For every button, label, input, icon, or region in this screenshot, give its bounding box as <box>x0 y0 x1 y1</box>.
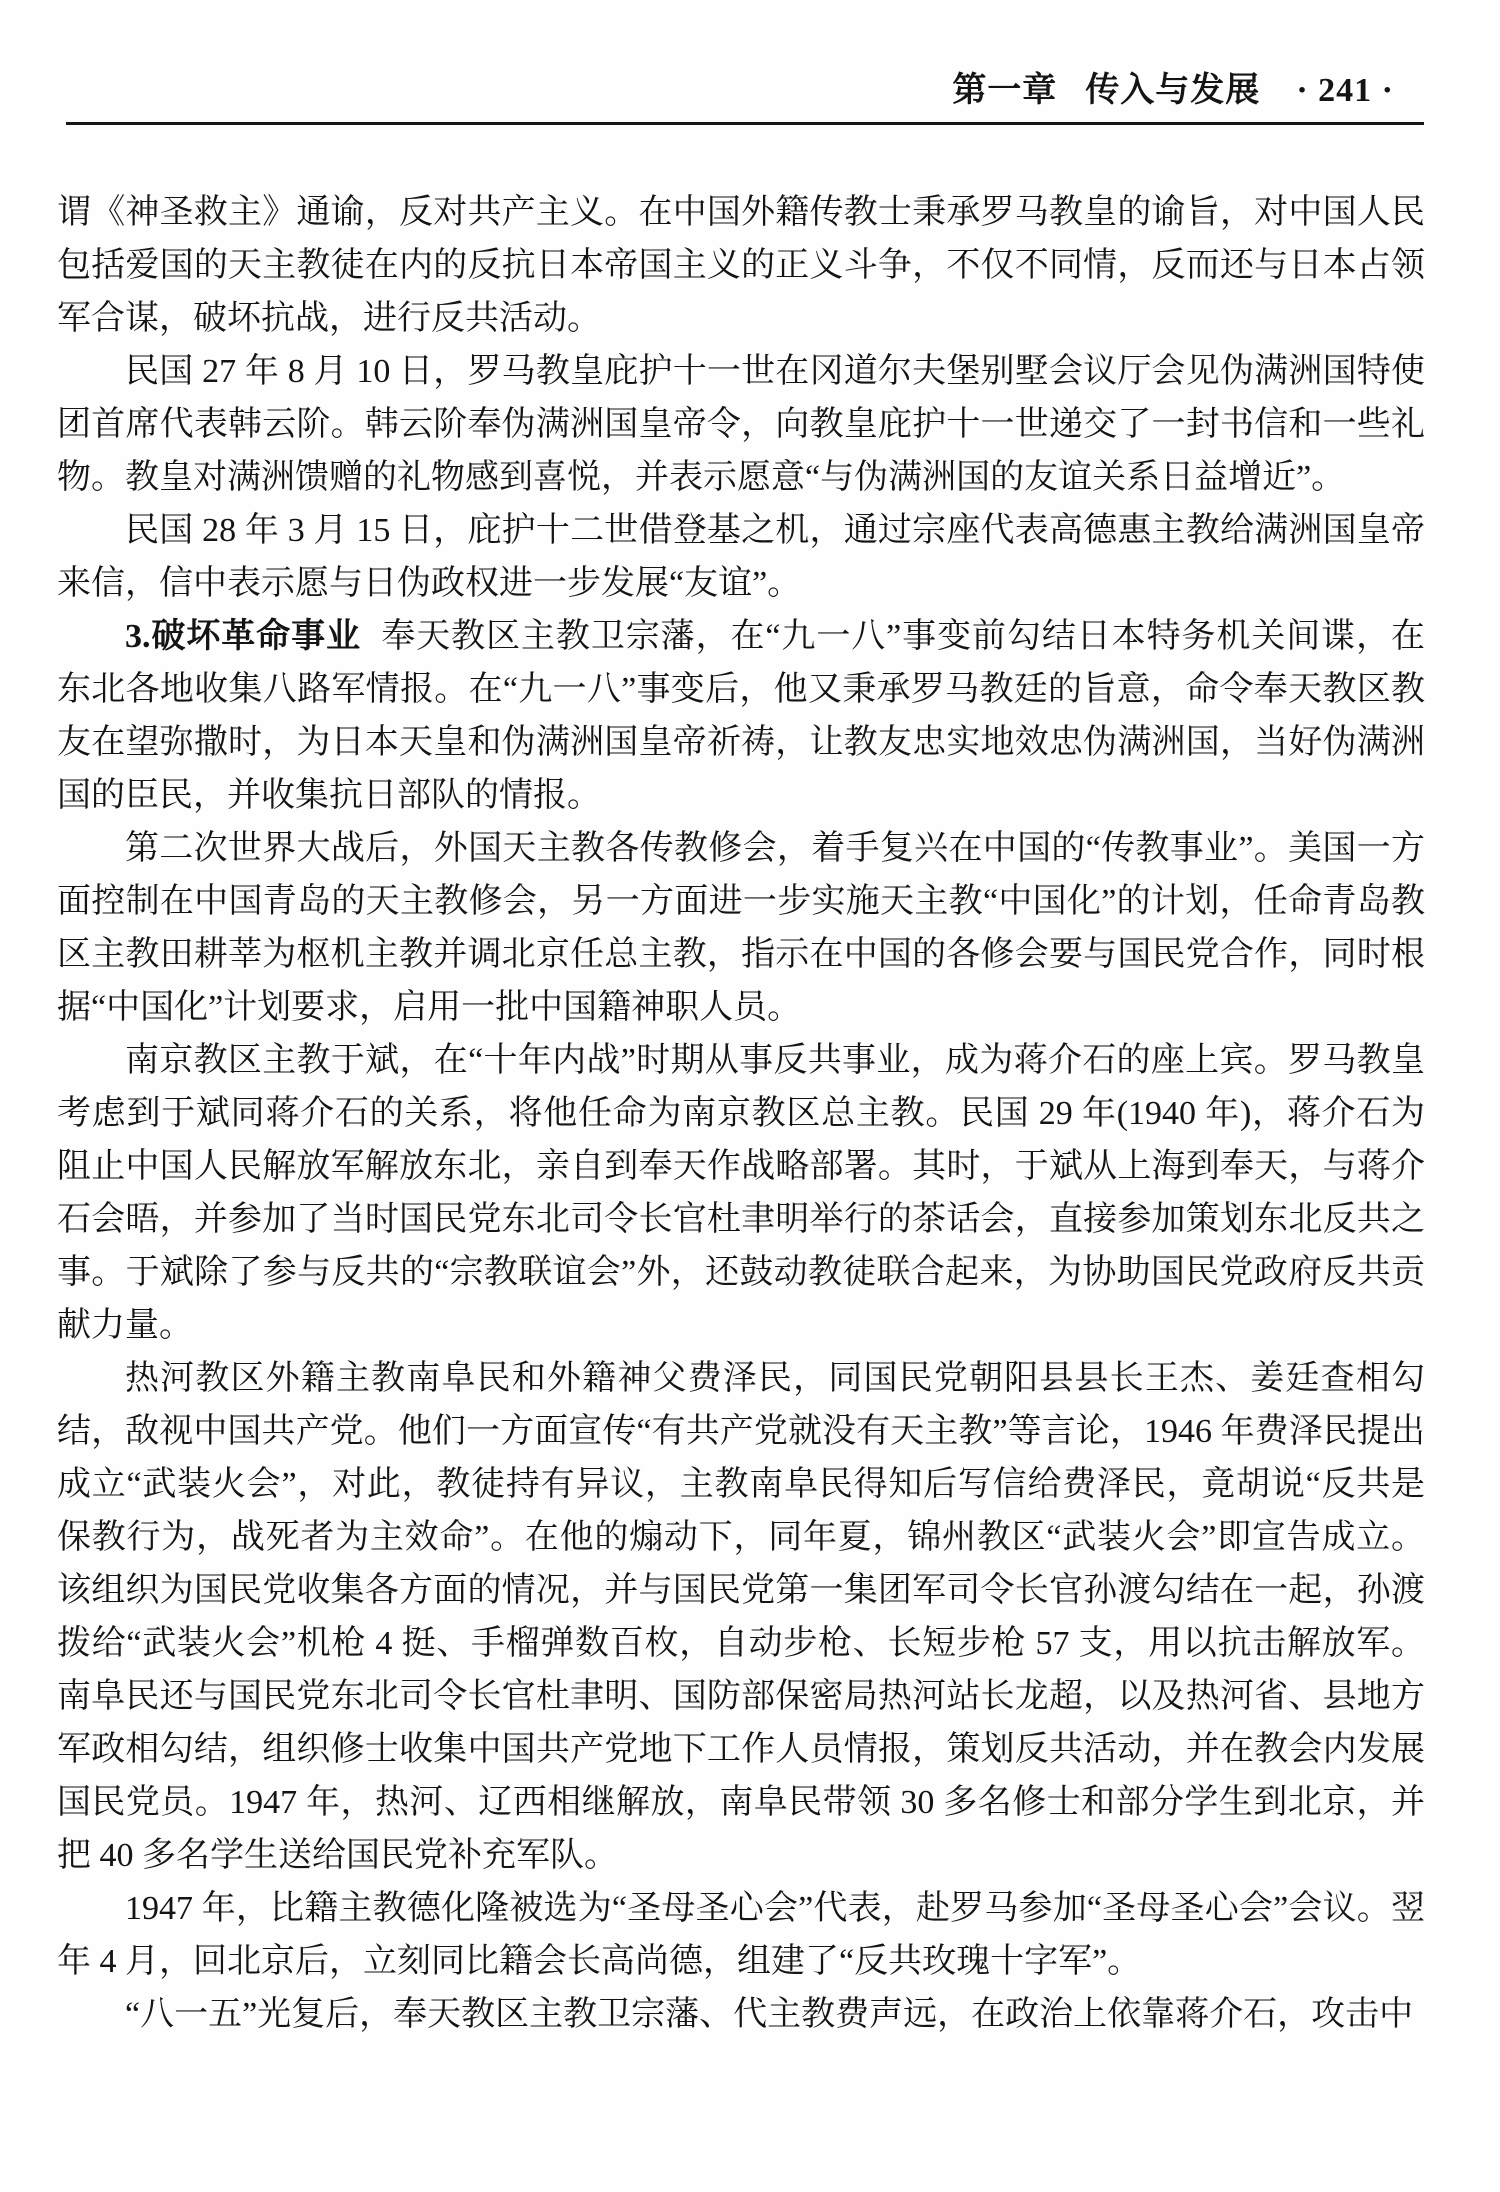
paragraph: 第二次世界大战后，外国天主教各传教修会，着手复兴在中国的“传教事业”。美国一方面控制在中国青岛的天主教修会，另一方面进一步实施天主教“中国化”的计划，任命青岛教区主教田耕莘为枢机主教并调北京任总主教，指示在中国的各修会要与国民党合作，同时根据“中国化”计划要求，启用一批中国籍神职人员。 <box>57 830 1425 1026</box>
paragraph: 热河教区外籍主教南阜民和外籍神父费泽民，同国民党朝阳县县长王杰、姜廷查相勾结，敌视中国共产党。他们一方面宣传“有共产党就没有天主教”等言论，1946 年费泽民提出成立“武装火会”，对此，教徒持有异议，主教南阜民得知后写信给费泽民，竟胡说“反共是保教行为，战死者为主效命”。在他的煽动下，同年夏，锦州教区“武装火会”即宣告成立。该组织为国民党收集各方面的情况，并与国民党第一集团军司令长官孙渡勾结在一起，孙渡拨给“武装火会”机枪 4 挺、手榴弹数百枚，自动步枪、长短步枪 57 支，用以抗击解放军。南阜民还与国民党东北司令长官杜聿明、国防部保密局热河站长龙超，以及热河省、县地方军政相勾结，组织修士收集中国共产党地下工作人员情报，策划反共活动，并在教会内发展国民党员。1947 年，热河、辽西相继解放，南阜民带领 30 多名修士和部分学生到北京，并把 40 多名学生送给国民党补充军队。 <box>57 1360 1425 1874</box>
page-header <box>66 70 1424 133</box>
paragraph: 谓《神圣救主》通谕，反对共产主义。在中国外籍传教士秉承罗马教皇的谕旨，对中国人民包括爱国的天主教徒在内的反抗日本帝国主义的正义斗争，不仅不同情，反而还与日本占领军合谋，破坏抗战，进行反共活动。 <box>57 194 1425 337</box>
paragraph: 民国 28 年 3 月 15 日，庇护十二世借登基之机，通过宗座代表高德惠主教给满洲国皇帝来信，信中表示愿与日伪政权进一步发展“友谊”。 <box>57 512 1425 602</box>
paragraph <box>57 610 1425 822</box>
section-heading: 3.破坏革命事业 <box>125 618 361 655</box>
paragraph: 民国 27 年 8 月 10 日，罗马教皇庇护十一世在冈道尔夫堡别墅会议厅会见伪满洲国特使团首席代表韩云阶。韩云阶奉伪满洲国皇帝令，向教皇庇护十一世递交了一封书信和一些礼物。教皇对满洲馈赠的礼物感到喜悦，并表示愿意“与伪满洲国的友谊关系日益增近”。 <box>57 353 1425 496</box>
header-rule <box>66 122 1424 125</box>
chapter-label: 第一章 <box>952 72 1058 109</box>
page-number: · 241 · <box>1296 72 1394 109</box>
page-body <box>57 186 1425 2041</box>
running-head <box>66 70 1424 112</box>
paragraph: 1947 年，比籍主教德化隆被选为“圣母圣心会”代表，赴罗马参加“圣母圣心会”会议。翌年 4 月，回北京后，立刻同比籍会长高尚德，组建了“反共玫瑰十字军”。 <box>57 1890 1425 1980</box>
chapter-title: 传入与发展 <box>1085 72 1261 109</box>
paragraph: “八一五”光复后，奉天教区主教卫宗藩、代主教费声远，在政治上依靠蒋介石，攻击中 <box>125 1996 1414 2033</box>
paragraph: 南京教区主教于斌，在“十年内战”时期从事反共事业，成为蒋介石的座上宾。罗马教皇考虑到于斌同蒋介石的关系，将他任命为南京教区总主教。民国 29 年(1940 年)，蒋介石为阻止中国人民解放军解放东北，亲自到奉天作战略部署。其时，于斌从上海到奉天，与蒋介石会晤，并参加了当时国民党东北司令长官杜聿明举行的茶话会，直接参加策划东北反共之事。于斌除了参与反共的“宗教联谊会”外，还鼓动教徒联合起来，为协助国民党政府反共贡献力量。 <box>57 1042 1425 1344</box>
paragraph-text: 奉天教区主教卫宗藩，在“九一八”事变前勾结日本特务机关间谍，在东北各地收集八路军情报。在“九一八”事变后，他又秉承罗马教廷的旨意，命令奉天教区教友在望弥撒时，为日本天皇和伪满洲国皇帝祈祷，让教友忠实地效忠伪满洲国，当好伪满洲国的臣民，并收集抗日部队的情报。 <box>57 618 1425 814</box>
